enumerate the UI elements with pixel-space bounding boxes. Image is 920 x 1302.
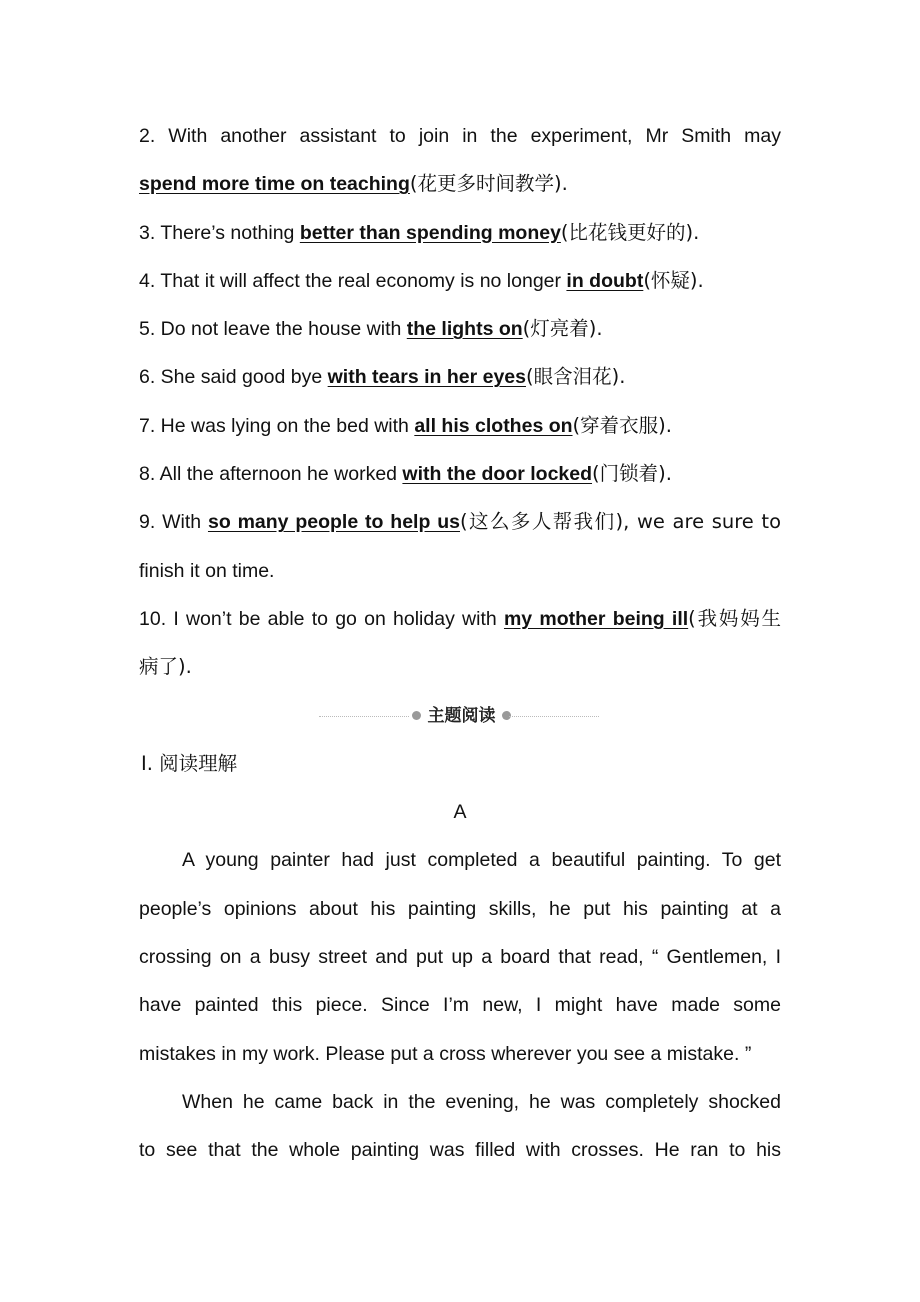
divider-rule-right [509,716,599,717]
paragraph-1-line-1: A young painter had just completed a beautiful painting. To get [182,849,781,872]
paragraph-1-line-4: have painted this piece. Since I’m new, I might have made some [139,994,781,1017]
sentence-text: 9. With [139,511,208,534]
hint-text: (怀疑). [643,268,704,292]
divider-rule-left [319,716,409,717]
exercise-6 [139,353,781,401]
answer-text: in doubt [566,269,644,292]
sentence-text: 8. All the afternoon he worked [139,463,403,486]
paragraph-1-line-2: people’s opinions about his painting skills, he put his painting at a [139,897,781,920]
hint-text: (花更多时间教学). [409,172,568,196]
hint-text: (比花钱更好的). [560,220,700,244]
sentence-text: 3. There’s nothing [139,221,300,244]
paragraph-2-line-1: When he came back in the evening, he was completely shocked [182,1090,781,1113]
answer-text: better than spending money [299,221,561,244]
document-page [139,112,781,1175]
answer-text: the lights on [406,318,523,341]
sentence-text: 4. That it will affect the real economy is no longer [139,269,567,292]
divider-dot-left-icon [412,711,421,720]
answer-text: my mother being ill [503,607,689,630]
passage-label: A [453,801,467,824]
exercise-3 [139,209,781,257]
hint-text: (这么多人帮我们), we are sure to [460,510,782,534]
hint-text: (我妈妈生 [688,606,782,630]
exercise-4 [139,257,781,305]
sentence-text: 5. Do not leave the house with [139,318,407,341]
answer-text: all his clothes on [414,414,573,437]
paragraph-1-line-5: mistakes in my work. Please put a cross wherever you see a mistake. ” [139,1042,752,1065]
exercise-9-line-2: finish it on time. [139,559,275,582]
paragraph-2-line-2: to see that the whole painting was filled with crosses. He ran to his [139,1139,781,1162]
exercise-2-line-2 [139,160,781,208]
divider-label: 主题阅读 [427,705,496,726]
sentence-text: 10. I won’t be able to go on holiday with [139,607,504,630]
answer-text: with tears in her eyes [327,366,526,389]
exercise-5 [139,305,781,353]
hint-text: (灯亮着). [522,317,603,341]
answer-text: so many people to help us [207,511,460,534]
exercise-8 [139,450,781,498]
answer-text: with the door locked [402,463,593,486]
hint-text: (门锁着). [592,462,672,486]
exercise-10-line-2: 病了). [139,655,192,679]
paragraph-1-line-3: crossing on a busy street and put up a board that read, “ Gentlemen, I [139,946,781,969]
hint-text: (眼含泪花). [525,365,626,389]
sentence-text: 7. He was lying on the bed with [139,414,415,437]
exercise-10-line-1 [139,595,781,643]
answer-text: spend more time on teaching [139,173,410,196]
exercise-7 [139,402,781,450]
exercise-2-line-1: 2. With another assistant to join in the experiment, Mr Smith may [139,125,781,147]
hint-text: (穿着衣服). [572,413,672,437]
exercise-9-line-1 [139,498,781,546]
sentence-text: 6. She said good bye [139,366,328,389]
section-divider [139,692,781,740]
section-title: Ⅰ. 阅读理解 [141,751,238,775]
